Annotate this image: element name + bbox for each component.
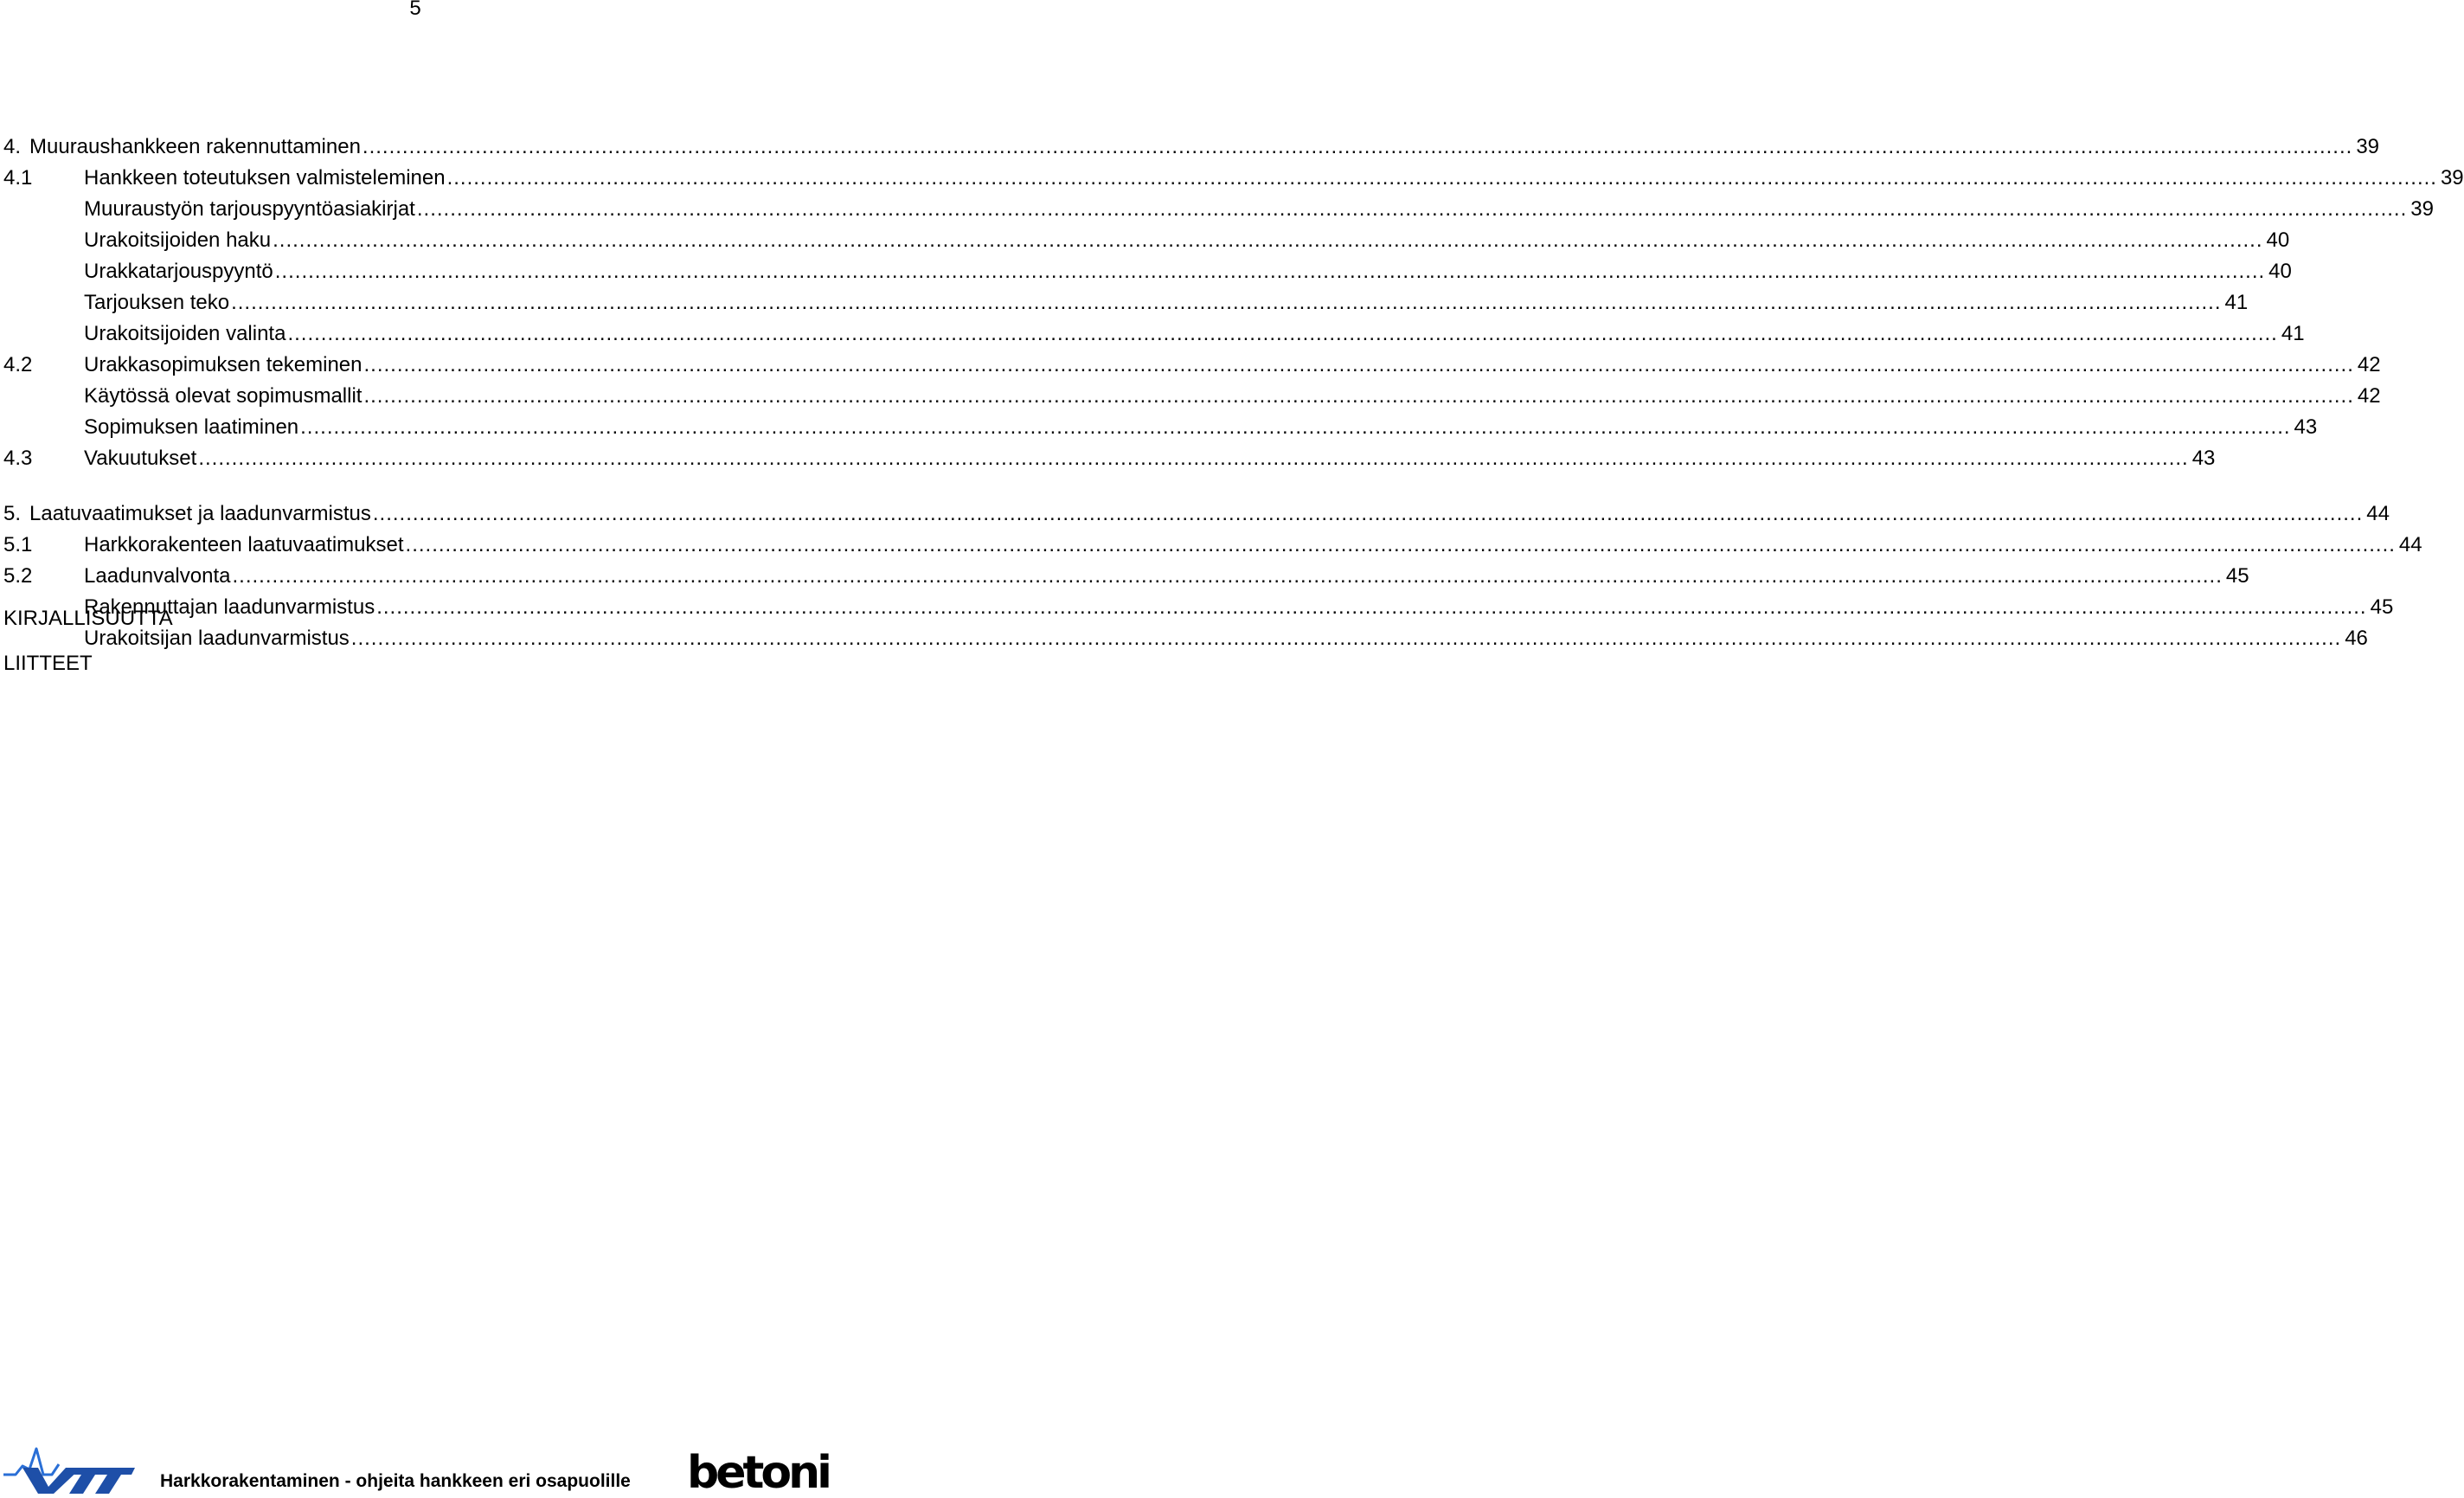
toc-entry-title: Urakoitsijan laadunvarmistus bbox=[84, 627, 350, 650]
toc-entry bbox=[3, 194, 2434, 225]
toc-leader-dots: ............................................................................................................................................................................................................................................................................................................ bbox=[362, 135, 2353, 158]
toc-entry-page: 44 bbox=[2398, 533, 2422, 556]
toc-entry-title: Tarjouksen teko bbox=[84, 291, 230, 314]
toc-entry-number: 4.3 bbox=[3, 447, 33, 470]
toc-entry bbox=[3, 530, 2422, 561]
page-number: 5 bbox=[409, 0, 421, 20]
toc-entry-title: Käytössä olevat sopimusmallit bbox=[84, 384, 363, 408]
toc-entry-title: Urakoitsijoiden valinta bbox=[84, 322, 286, 345]
table-of-contents bbox=[3, 132, 2464, 654]
toc-leader-dots: ............................................................................................................................................................................................................................................................................................................ bbox=[363, 353, 2354, 376]
toc-entry-title: Rakennuttajan laadunvarmistus bbox=[84, 595, 375, 619]
toc-leader-dots: ............................................................................................................................................................................................................................................................................................................ bbox=[376, 595, 2367, 619]
toc-entry-page: 46 bbox=[2345, 627, 2368, 650]
betoni-logo-text: betoni bbox=[687, 1447, 829, 1498]
toc-entry bbox=[3, 443, 2216, 474]
literature-heading: KIRJALLISUUTTA bbox=[3, 607, 173, 630]
toc-entry-page: 42 bbox=[2357, 353, 2381, 376]
toc-entry-page: 43 bbox=[2191, 447, 2216, 470]
toc-entry bbox=[3, 350, 2381, 381]
toc-leader-dots: ............................................................................................................................................................................................................................................................................................................ bbox=[232, 564, 2223, 588]
toc-entry-page: 39 bbox=[2356, 135, 2380, 158]
page-footer bbox=[0, 1437, 831, 1497]
toc-entry-page: 45 bbox=[2370, 595, 2394, 619]
toc-entry-page: 41 bbox=[2281, 322, 2305, 345]
toc-leader-dots: ............................................................................................................................................................................................................................................................................................................ bbox=[350, 627, 2342, 650]
toc-entry bbox=[3, 163, 2464, 194]
toc-leader-dots: ............................................................................................................................................................................................................................................................................................................ bbox=[198, 447, 2189, 470]
toc-leader-dots: ............................................................................................................................................................................................................................................................................................................ bbox=[231, 291, 2222, 314]
toc-entry bbox=[3, 561, 2249, 592]
betoni-logo bbox=[687, 1449, 831, 1498]
toc-entry-page: 39 bbox=[2440, 166, 2464, 190]
toc-leader-dots: ............................................................................................................................................................................................................................................................................................................ bbox=[274, 260, 2266, 283]
toc-entry-number: 4. bbox=[3, 135, 22, 158]
toc-leader-dots: ............................................................................................................................................................................................................................................................................................................ bbox=[300, 415, 2291, 439]
toc-entry bbox=[3, 132, 2380, 163]
toc-entry-page: 45 bbox=[2225, 564, 2249, 588]
toc-leader-dots: ............................................................................................................................................................................................................................................................................................................ bbox=[405, 533, 2396, 556]
vtt-logo bbox=[3, 1443, 135, 1498]
toc-entry-page: 43 bbox=[2294, 415, 2318, 439]
toc-entry-number: 4.1 bbox=[3, 166, 33, 190]
toc-entry-number: 4.2 bbox=[3, 353, 33, 376]
toc-entry-title: Muuraushankkeen rakennuttaminen bbox=[29, 135, 361, 158]
toc-entry-title: Urakoitsijoiden haku bbox=[84, 228, 272, 252]
toc-entry-title: Hankkeen toteutuksen valmisteleminen bbox=[84, 166, 446, 190]
toc-entry-number: 5. bbox=[3, 502, 22, 525]
toc-leader-dots: ............................................................................................................................................................................................................................................................................................................ bbox=[446, 166, 2437, 190]
toc-entry-title: Laadunvalvonta bbox=[84, 564, 231, 588]
toc-entry-page: 44 bbox=[2366, 502, 2390, 525]
toc-entry bbox=[3, 412, 2318, 443]
appendices-heading: LIITTEET bbox=[3, 652, 93, 675]
toc-entry-number: 5.2 bbox=[3, 564, 33, 588]
toc-leader-dots: ............................................................................................................................................................................................................................................................................................................ bbox=[372, 502, 2364, 525]
toc-entry bbox=[3, 287, 2249, 318]
toc-entry-title: Sopimuksen laatiminen bbox=[84, 415, 299, 439]
footer-title: Harkkorakentaminen - ohjeita hankkeen eri osapuolille bbox=[160, 1471, 631, 1491]
toc-leader-dots: ............................................................................................................................................................................................................................................................................................................ bbox=[416, 197, 2408, 221]
toc-entry-title: Urakkatarjouspyyntö bbox=[84, 260, 273, 283]
toc-entry-page: 39 bbox=[2410, 197, 2434, 221]
toc-entry bbox=[3, 381, 2381, 412]
toc-entry-number: 5.1 bbox=[3, 533, 33, 556]
toc-leader-dots: ............................................................................................................................................................................................................................................................................................................ bbox=[273, 228, 2263, 252]
toc-entry-page: 41 bbox=[2224, 291, 2249, 314]
toc-entry-page: 40 bbox=[2266, 228, 2290, 252]
toc-entry-title: Vakuutukset bbox=[84, 447, 197, 470]
toc-entry bbox=[3, 498, 2390, 530]
toc-leader-dots: ............................................................................................................................................................................................................................................................................................................ bbox=[287, 322, 2278, 345]
toc-entry-page: 42 bbox=[2357, 384, 2381, 408]
toc-entry-title: Harkkorakenteen laatuvaatimukset bbox=[84, 533, 404, 556]
toc-entry-title: Muuraustyön tarjouspyyntöasiakirjat bbox=[84, 197, 415, 221]
toc-entry-page: 40 bbox=[2268, 260, 2292, 283]
toc-entry bbox=[3, 256, 2292, 287]
toc-leader-dots: ............................................................................................................................................................................................................................................................................................................ bbox=[363, 384, 2354, 408]
toc-entry-title: Urakkasopimuksen tekeminen bbox=[84, 353, 363, 376]
toc-entry-title: Laatuvaatimukset ja laadunvarmistus bbox=[29, 502, 371, 525]
toc-entry bbox=[3, 225, 2290, 256]
toc-entry bbox=[3, 318, 2305, 350]
